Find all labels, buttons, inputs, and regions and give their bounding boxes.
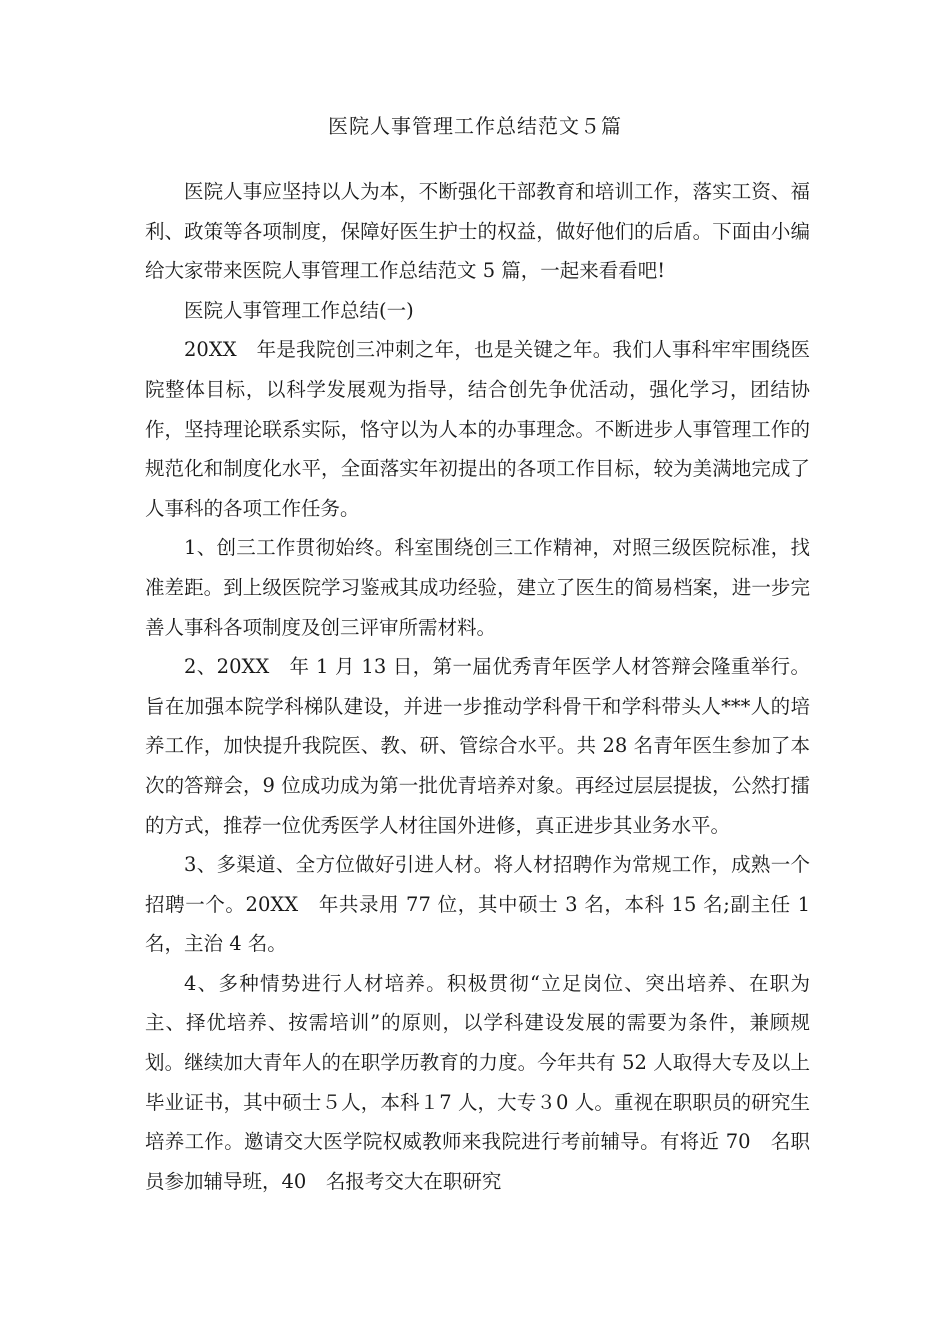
section-heading: 医院人事管理工作总结(一) — [184, 298, 414, 322]
document-body — [145, 172, 810, 1201]
body-paragraph: 4、多种情势进行人材培养。积极贯彻“立足岗位、突出培养、在职为主、择优培养、按需培训”的原则，以学科建设发展的需要为条件，兼顾规划。继续加大青年人的在职学历教育的力度。今年共有 52 人取得大专及以上毕业证书，其中硕士５人，本科１7 人，大专３0 人。重视在职职员的研究生培养工作。邀请交大医学院权威教师来我院进行考前辅导。有将近 70 名职员参加辅导班，40 名报考交大在职研究 — [145, 971, 810, 1193]
body-paragraph: 2、20XX 年 1 月 13 日，第一届优秀青年医学人材答辩会隆重举行。旨在加强本院学科梯队建设，并进一步推动学科骨干和学科带头人***人的培养工作，加快提升我院医、教、研、管综合水平。共 28 名青年医生参加了本次的答辩会，9 位成功成为第一批优青培养对象。再经过层层提拔，公然打擂的方式，推荐一位优秀医学人材往国外进修，真正进步其业务水平。 — [145, 655, 810, 837]
document-title: 医院人事管理工作总结范文５篇 — [328, 114, 622, 138]
body-paragraph: 1、创三工作贯彻始终。科室围绕创三工作精神，对照三级医院标准，找准差距。到上级医院学习鉴戒其成功经验，建立了医生的简易档案，进一步完善人事科各项制度及创三评审所需材料。 — [145, 536, 810, 639]
body-paragraph: 20XX 年是我院创三冲刺之年，也是关键之年。我们人事科牢牢围绕医院整体目标，以科学发展观为指导，结合创先争优活动，强化学习，团结协作，坚持理论联系实际，恪守以为人本的办事理念。不断进步人事管理工作的规范化和制度化水平，全面落实年初提出的各项工作目标，较为美满地完成了人事科的各项工作任务。 — [145, 338, 810, 520]
body-paragraph: 3、多渠道、全方位做好引进人材。将人材招聘作为常规工作，成熟一个招聘一个。20XX 年共录用 77 位，其中硕士 3 名，本科 15 名;副主任 1 名，主治 4 名。 — [145, 853, 810, 956]
intro-paragraph: 医院人事应坚持以人为本，不断强化干部教育和培训工作，落实工资、福利、政策等各项制度，保障好医生护士的权益，做好他们的后盾。下面由小编给大家带来医院人事管理工作总结范文 5 篇，一起来看看吧! — [145, 180, 810, 283]
